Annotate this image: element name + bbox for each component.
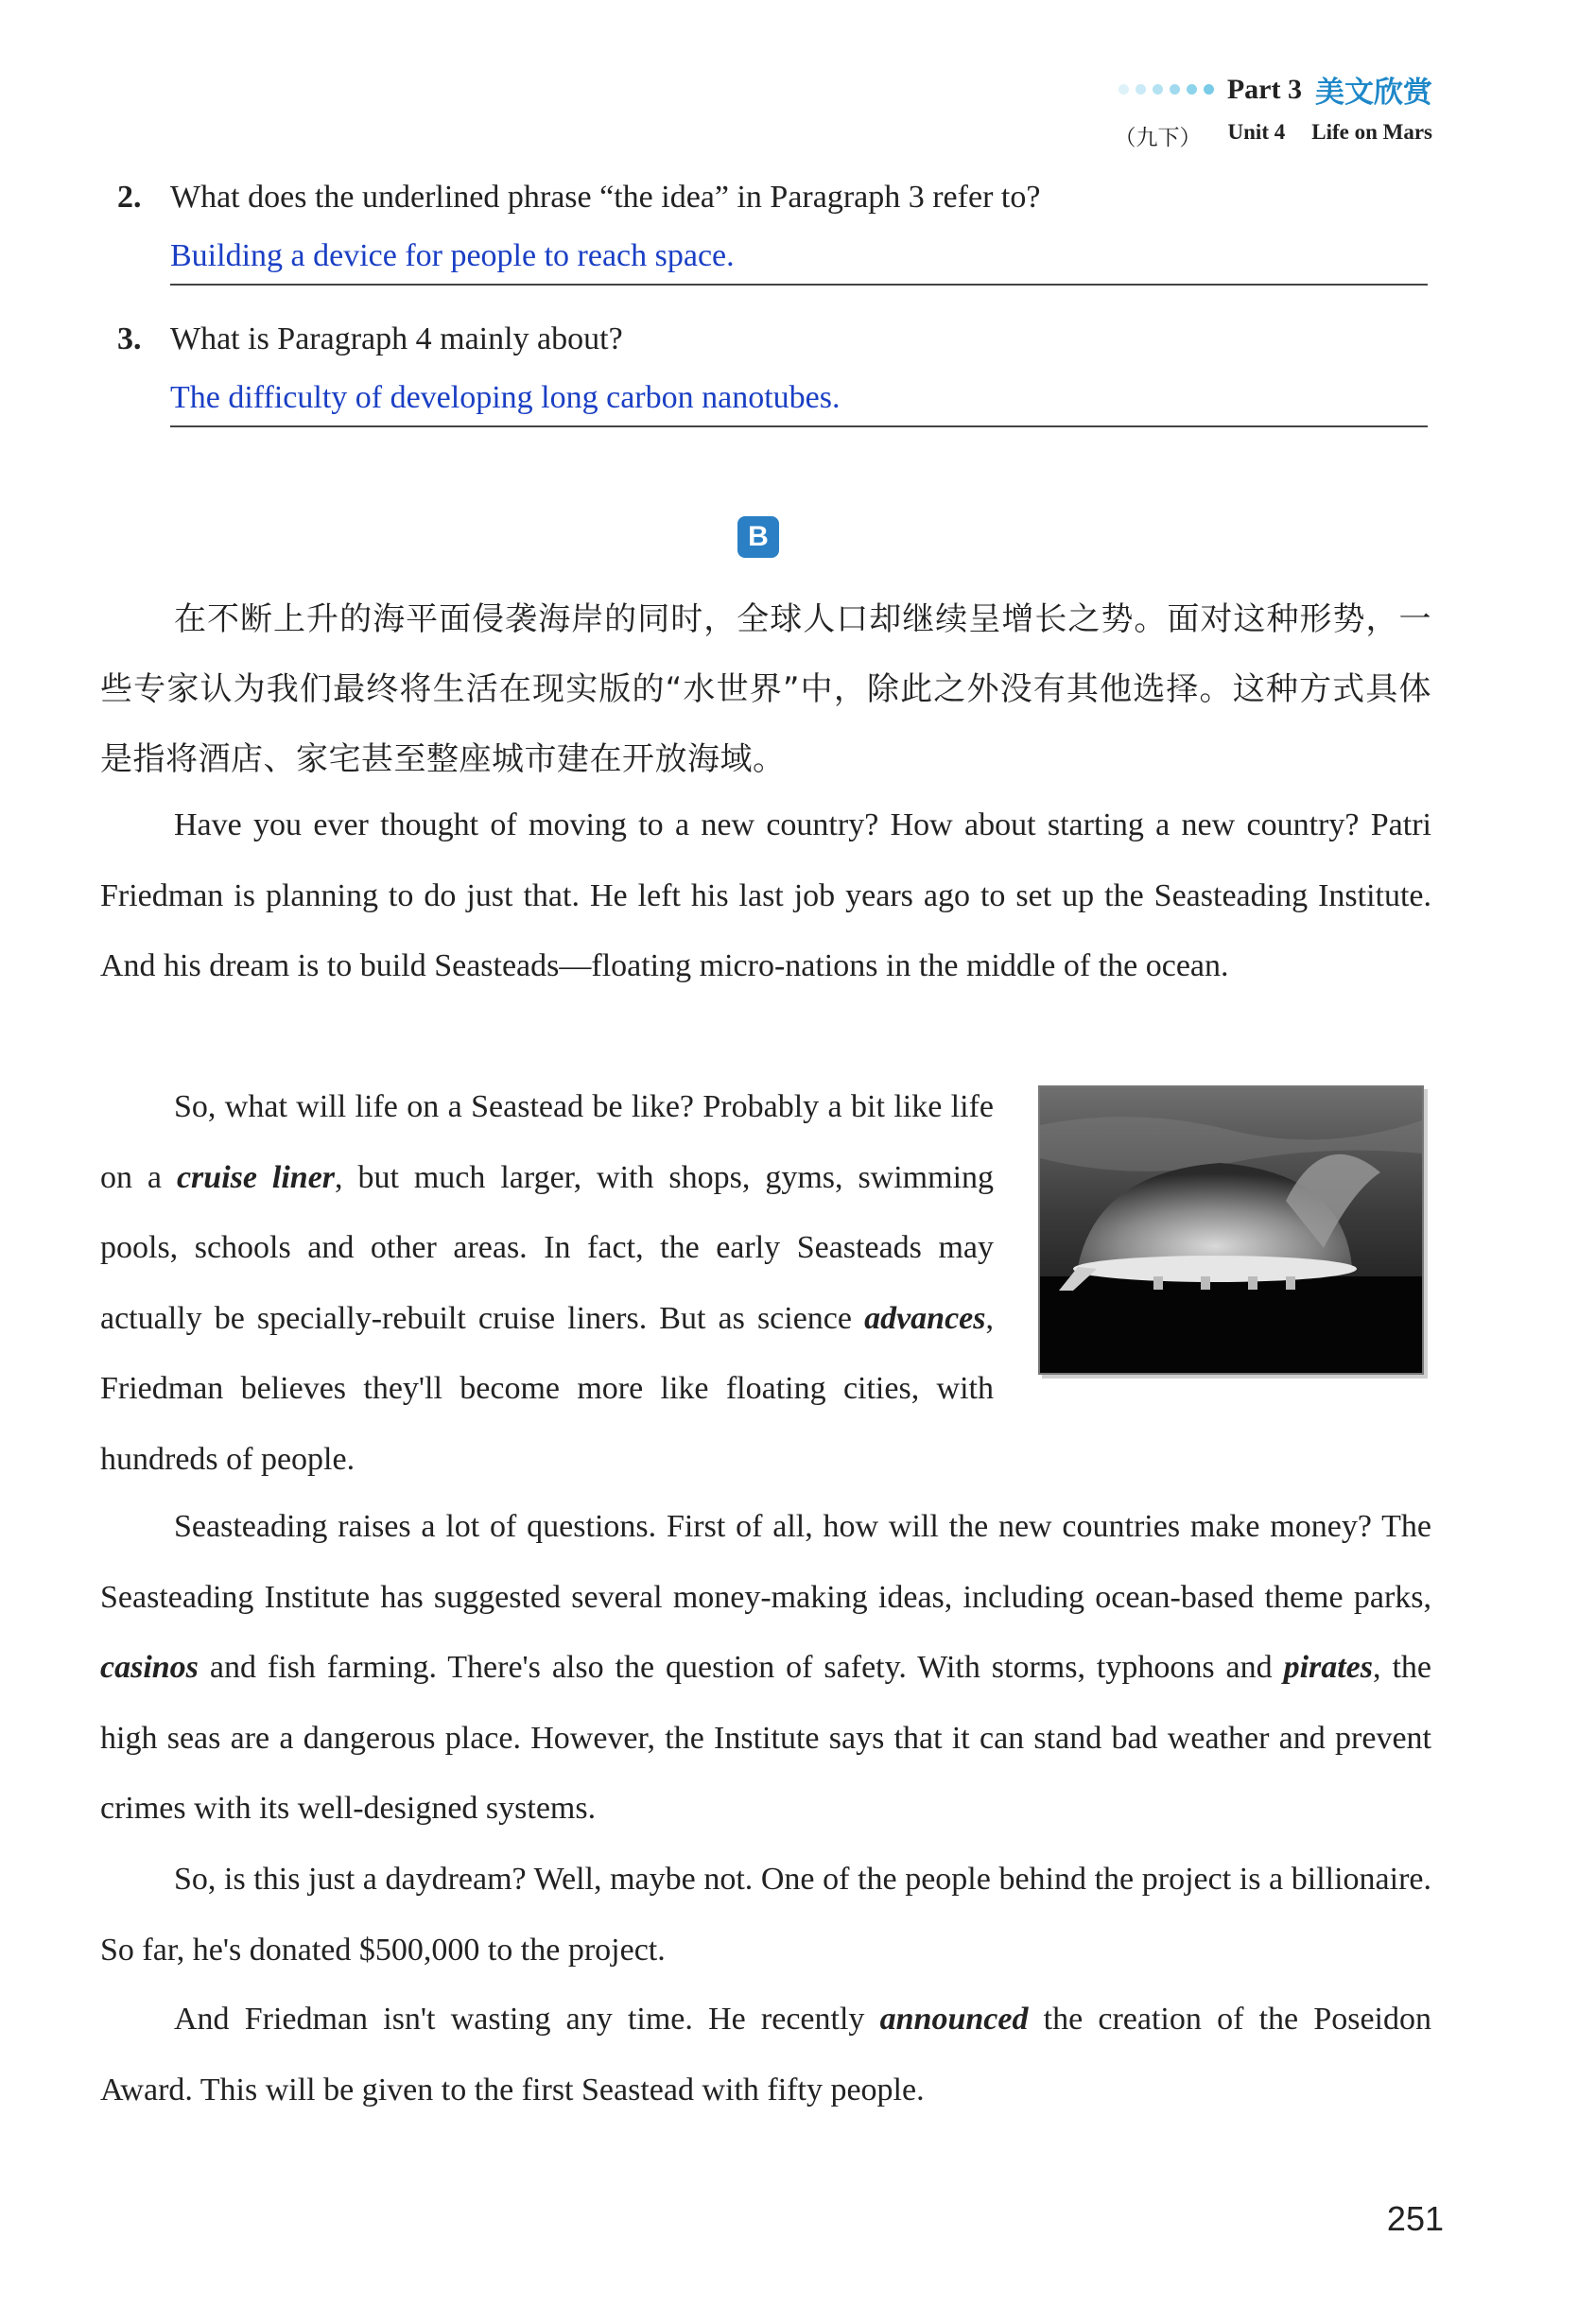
paragraph-2: So, what will life on a Seastead be like? Probably a bit like life on a cruise liner, but much larger, with shops, gyms, swimming pools, schools and other areas. In fact, the early Seasteads may actually be specially-rebuilt cruise liners. But as science advances, Friedman believes they'll become more like floating cities, with hundreds of people. — [100, 1089, 995, 1477]
question-2 — [117, 180, 1431, 216]
paragraph-1: Have you ever thought of moving to a new country? How about starting a new country? Patri Friedman is planning to do just that. He left his last job years ago to set up the Seasteading Institute. And his dream is to build Seasteads—floating micro-nations in the middle of the ocean. — [100, 807, 1431, 983]
question-number: 3. — [117, 321, 142, 356]
answer-3: The difficulty of developing long carbon nanotubes. — [170, 380, 1428, 427]
grade-label: （九下） — [1114, 126, 1202, 150]
paragraph-5: And Friedman isn't wasting any time. He recently announced the creation of the Poseidon Award. This will be given to the first Seastead with fifty people. — [100, 2002, 1432, 2107]
keyword-casinos: casinos — [100, 1650, 199, 1685]
part-title-cn: 美文欣赏 — [1315, 76, 1432, 110]
keyword-announced: announced — [879, 2002, 1029, 2037]
seastead-image — [1038, 1085, 1424, 1375]
section-badge: B — [737, 516, 779, 558]
decorative-dots — [1118, 84, 1214, 95]
keyword-pirates: pirates — [1283, 1650, 1374, 1685]
seastead-dome-illustration — [1040, 1087, 1422, 1373]
unit-title: Life on Mars — [1311, 120, 1432, 144]
page-number: 251 — [1386, 2199, 1444, 2238]
page-header — [1115, 68, 1432, 151]
keyword-advances: advances — [864, 1300, 986, 1336]
question-text: What does the underlined phrase “the idea” in Paragraph 3 refer to? — [170, 180, 1041, 215]
unit-label: Unit 4 — [1227, 120, 1286, 144]
question-text: What is Paragraph 4 mainly about? — [170, 321, 623, 356]
answer-2: Building a device for people to reach space. — [170, 238, 1428, 286]
paragraph-3: Seasteading raises a lot of questions. First of all, how will the new countries make money? The Seasteading Institute has suggested several money-making ideas, including ocean-based theme parks, casinos and fish farming. There's also the question of safety. With storms, typhoons and pirates, the high seas are a dangerous place. However, the Institute says that it can stand bad weather and prevent crimes with its well-designed systems. — [100, 1509, 1431, 1826]
question-number: 2. — [117, 180, 142, 215]
part-label: Part 3 — [1226, 73, 1302, 105]
question-3 — [117, 321, 1431, 357]
paragraph-4: So, is this just a daydream? Well, maybe not. One of the people behind the project is a billionaire. So far, he's donated $500,000 to the project. — [100, 1862, 1431, 1968]
keyword-cruise-liner: cruise liner — [176, 1159, 336, 1195]
chinese-intro: 在不断上升的海平面侵袭海岸的同时，全球人口却继续呈增长之势。面对这种形势，一些专家认为我们最终将生活在现实版的“水世界”中，除此之外没有其他选择。这种方式具体是指将酒店、家宅甚至整座城市建在开放海域。 — [100, 600, 1431, 778]
